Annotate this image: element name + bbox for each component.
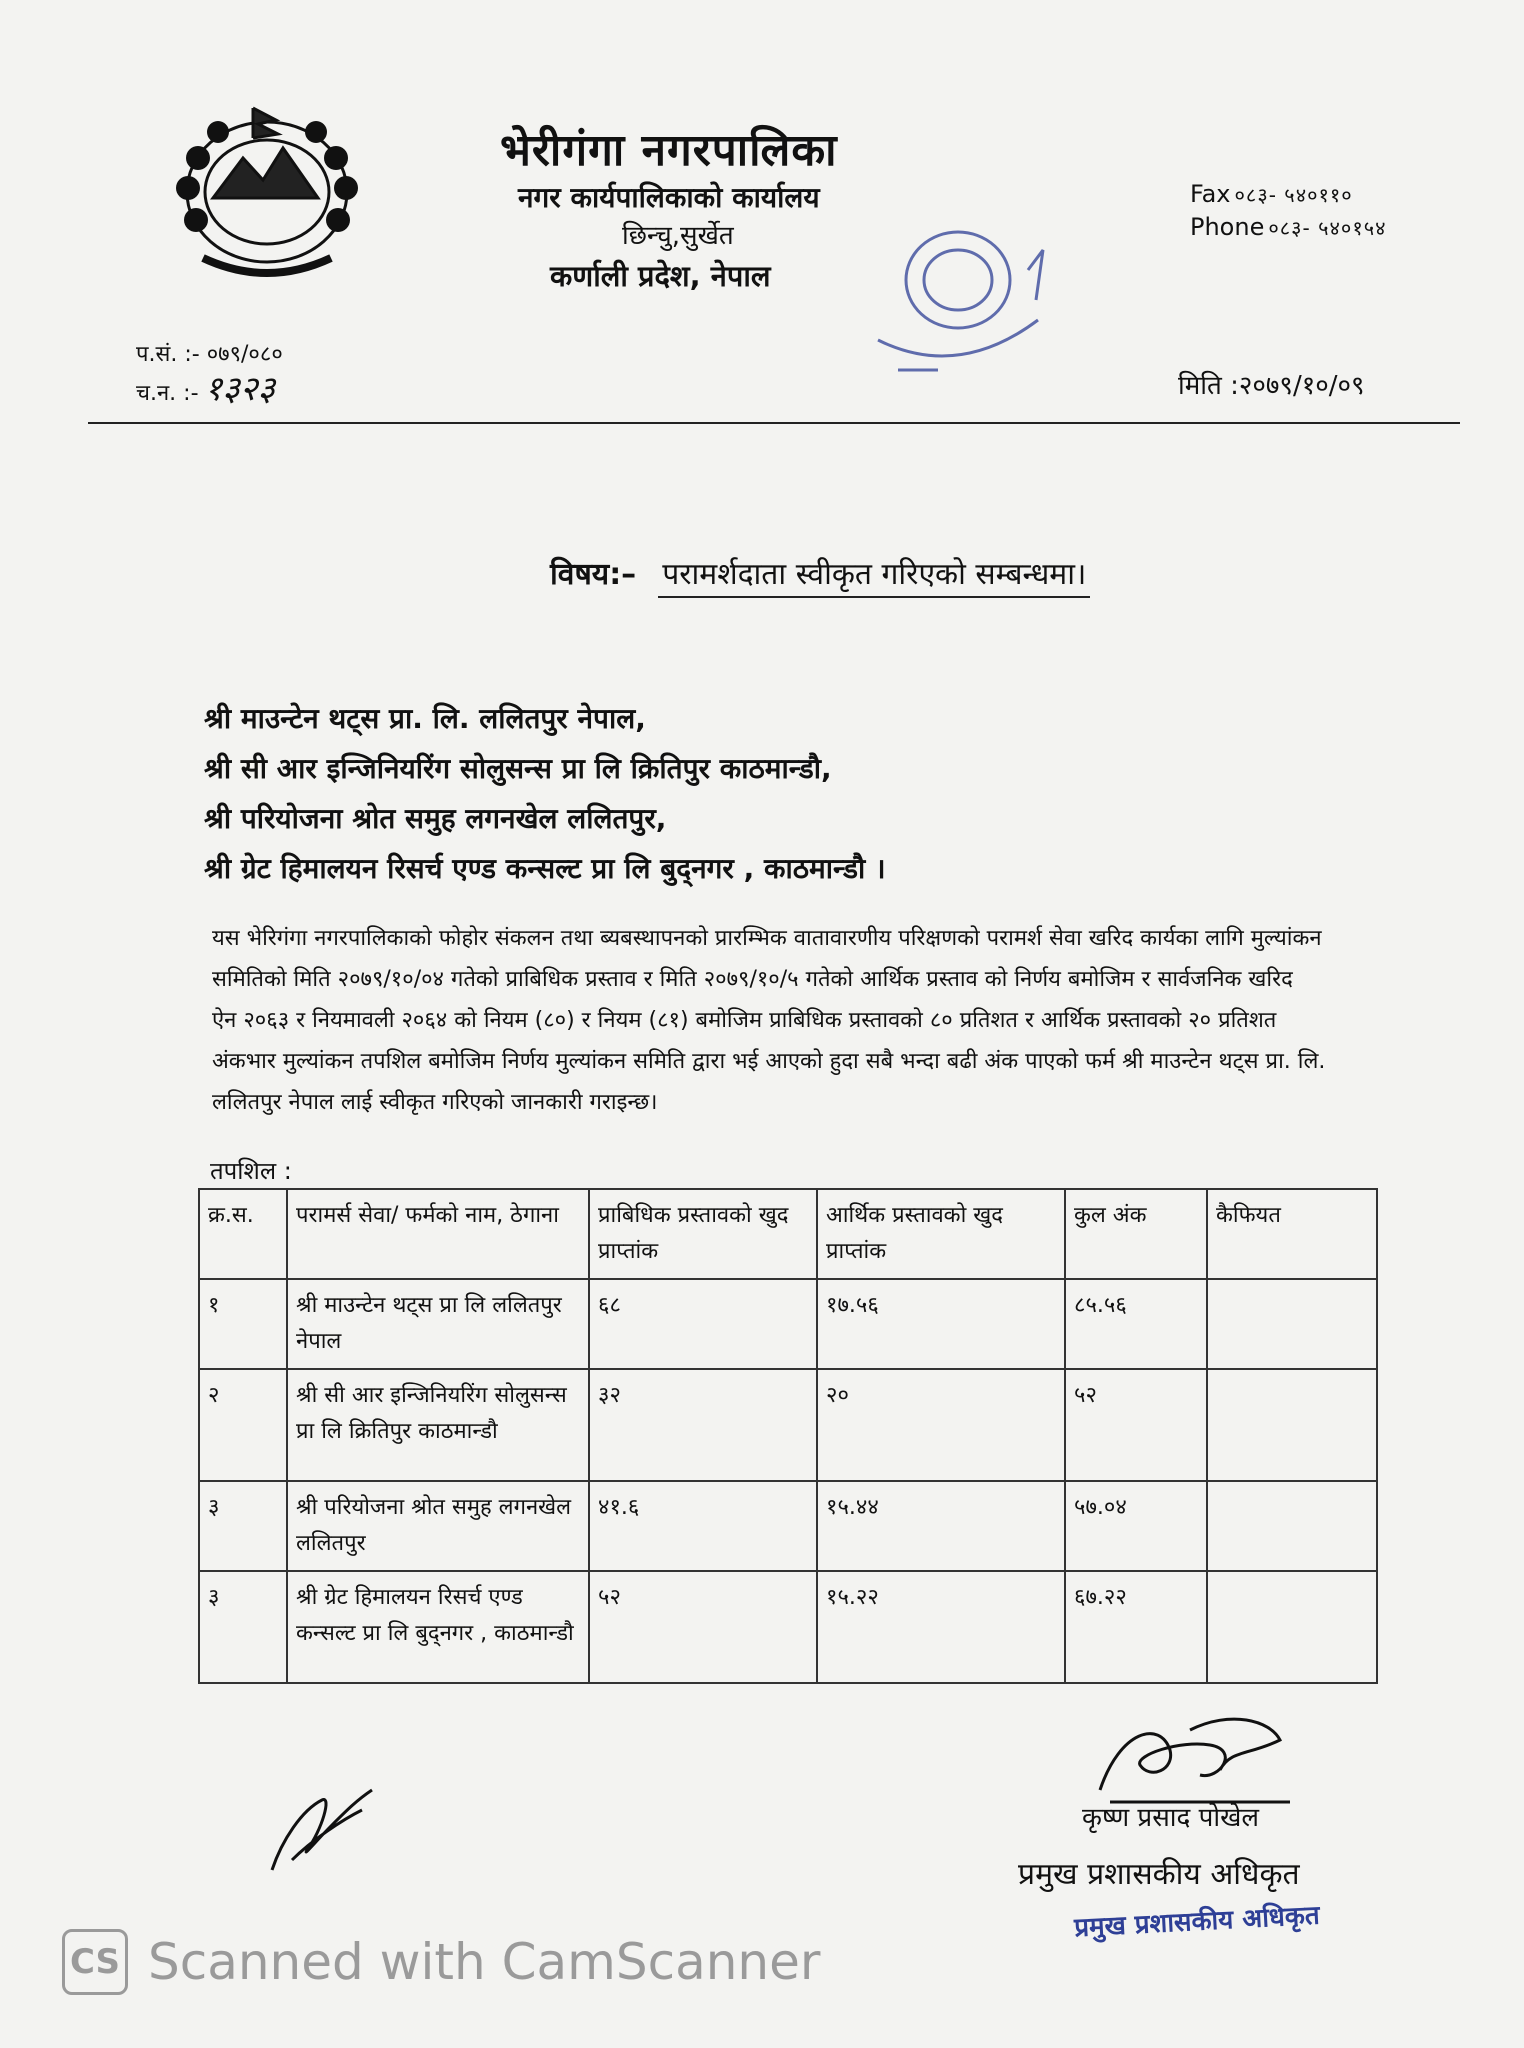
province-name: कर्णाली प्रदेश, नेपाल bbox=[550, 259, 771, 293]
body-line: समितिको मिति २०७९/१०/०४ गतेको प्राबिधिक प्रस्ताव र मिति २०७९/१०/५ गतेको आर्थिक प्रस्ताव को निर्णय बमोजिम र सार्वजनिक खरिद bbox=[212, 967, 1293, 992]
cell-fin: २० bbox=[817, 1369, 1065, 1481]
office-name: नगर कार्यपालिकाको कार्यालय bbox=[518, 181, 820, 214]
contact-block bbox=[1190, 178, 1387, 244]
cell-total: ८५.५६ bbox=[1065, 1279, 1207, 1369]
cell-sn: २ bbox=[199, 1369, 287, 1481]
cell-remarks bbox=[1207, 1571, 1377, 1683]
cell-total: ५२ bbox=[1065, 1369, 1207, 1481]
cn-line bbox=[136, 369, 283, 411]
letter-body bbox=[212, 918, 1462, 1123]
cn-label: च.न. :- bbox=[136, 381, 199, 406]
letter-date: मिति :२०७९/१०/०९ bbox=[1178, 371, 1365, 401]
reference-block bbox=[136, 338, 283, 411]
office-address: छिन्चु,सुर्खेत bbox=[622, 221, 734, 251]
subject-line bbox=[550, 552, 1090, 593]
cell-tech: ३२ bbox=[589, 1369, 817, 1481]
subject-text: परामर्शदाता स्वीकृत गरिएको सम्बन्धमा। bbox=[658, 557, 1090, 598]
officer-title-stamp: प्रमुख प्रशासकीय अधिकृत bbox=[1073, 1900, 1321, 1944]
table-row bbox=[199, 1279, 1377, 1369]
header-cell-name: परामर्स सेवा/ फर्मको नाम, ठेगाना bbox=[287, 1189, 589, 1279]
nepal-emblem-icon bbox=[158, 88, 376, 288]
signature-scribble-icon bbox=[262, 1770, 382, 1880]
recipient-item: श्री सी आर इन्जिनियरिंग सोलुसन्स प्रा लि क्रितिपुर काठमान्डौ, bbox=[204, 752, 832, 785]
camscanner-logo-icon: CS bbox=[62, 1929, 128, 1995]
table-row bbox=[199, 1369, 1377, 1481]
cell-tech: ४१.६ bbox=[589, 1481, 817, 1571]
body-line: ऐन २०६३ र नियमावली २०६४ को नियम (८०) र नियम (८१) बमोजिम प्राबिधिक प्रस्तावको ८० प्रतिशत र आर्थिक प्रस्तावको २० प्रतिशत bbox=[212, 1008, 1277, 1033]
cell-remarks bbox=[1207, 1369, 1377, 1481]
table-row bbox=[199, 1571, 1377, 1683]
subject-label: विषय:– bbox=[550, 557, 637, 592]
table-row bbox=[199, 1481, 1377, 1571]
phone-label: Phone bbox=[1190, 213, 1265, 241]
recipient-item: श्री परियोजना श्रोत समुह लगनखेल ललितपुर, bbox=[204, 802, 667, 835]
body-line: अंकभार मुल्यांकन तपशिल बमोजिम निर्णय मुल्यांकन समिति द्वारा भई आएको हुदा सबै भन्दा बढी अंक पाएको फर्म श्री माउन्टेन थट्स प्रा. लि. bbox=[212, 1049, 1326, 1074]
table-header-row bbox=[199, 1189, 1377, 1279]
header-cell-tech: प्राबिधिक प्रस्तावको खुद प्राप्तांक bbox=[589, 1189, 817, 1279]
cell-remarks bbox=[1207, 1279, 1377, 1369]
cell-fin: १७.५६ bbox=[817, 1279, 1065, 1369]
cell-fin: १५.२२ bbox=[817, 1571, 1065, 1683]
cn-value: १३२३ bbox=[204, 369, 276, 409]
fax-line bbox=[1190, 178, 1387, 211]
cell-remarks bbox=[1207, 1481, 1377, 1571]
header-cell-fin: आर्थिक प्रस्तावको खुद प्राप्तांक bbox=[817, 1189, 1065, 1279]
recipient-item: श्री माउन्टेन थट्स प्रा. लि. ललितपुर नेपाल, bbox=[204, 702, 646, 735]
cell-total: ५७.०४ bbox=[1065, 1481, 1207, 1571]
office-round-stamp-icon bbox=[858, 210, 1068, 400]
cell-tech: ६८ bbox=[589, 1279, 817, 1369]
header-cell-total: कुल अंक bbox=[1065, 1189, 1207, 1279]
cell-total: ६७.२२ bbox=[1065, 1571, 1207, 1683]
fax-value: ०८३- ५४०११० bbox=[1234, 183, 1353, 207]
cell-sn: ३ bbox=[199, 1481, 287, 1571]
fax-label: Fax bbox=[1190, 180, 1231, 208]
camscanner-watermark bbox=[62, 1928, 820, 1996]
cell-tech: ५२ bbox=[589, 1571, 817, 1683]
ps-value: ०७९/०८० bbox=[206, 342, 283, 367]
tapashil-label: तपशिल : bbox=[210, 1157, 292, 1185]
ps-line bbox=[136, 338, 283, 372]
evaluation-table bbox=[198, 1188, 1378, 1684]
body-line: ललितपुर नेपाल लाई स्वीकृत गरिएको जानकारी गराइन्छ। bbox=[212, 1090, 658, 1115]
cell-name: श्री सी आर इन्जिनियरिंग सोलुसन्स प्रा लि क्रितिपुर काठमान्डौ bbox=[287, 1369, 589, 1481]
cell-name: श्री माउन्टेन थट्स प्रा लि ललितपुर नेपाल bbox=[287, 1279, 589, 1369]
camscanner-text: Scanned with CamScanner bbox=[148, 1933, 821, 1991]
phone-value: ०८३- ५४०१५४ bbox=[1268, 216, 1387, 240]
cell-fin: १५.४४ bbox=[817, 1481, 1065, 1571]
body-line: यस भेरिगंगा नगरपालिकाको फोहोर संकलन तथा ब्यबस्थापनको प्रारम्भिक वातावारणीय परिक्षणको परामर्श सेवा खरिद कार्यका लागि मुल्यांकन bbox=[212, 926, 1322, 951]
cell-name: श्री परियोजना श्रोत समुह लगनखेल ललितपुर bbox=[287, 1481, 589, 1571]
header-cell-sn: क्र.स. bbox=[199, 1189, 287, 1279]
header-divider bbox=[88, 422, 1460, 424]
municipality-title: भेरीगंगा नगरपालिका bbox=[500, 125, 838, 176]
officer-name: कृष्ण प्रसाद पोखेल bbox=[1082, 1803, 1259, 1833]
cell-sn: ३ bbox=[199, 1571, 287, 1683]
cell-sn: १ bbox=[199, 1279, 287, 1369]
ps-label: प.सं. :- bbox=[136, 342, 200, 367]
recipients-list bbox=[204, 694, 886, 894]
recipient-item: श्री ग्रेट हिमालयन रिसर्च एण्ड कन्सल्ट प्रा लि बुद्नगर , काठमान्डौ । bbox=[204, 852, 886, 885]
header-cell-remarks: कैफियत bbox=[1207, 1189, 1377, 1279]
cell-name: श्री ग्रेट हिमालयन रिसर्च एण्ड कन्सल्ट प्रा लि बुद्नगर , काठमान्डौ bbox=[287, 1571, 589, 1683]
officer-title: प्रमुख प्रशासकीय अधिकृत bbox=[1018, 1857, 1300, 1892]
phone-line bbox=[1190, 211, 1387, 244]
